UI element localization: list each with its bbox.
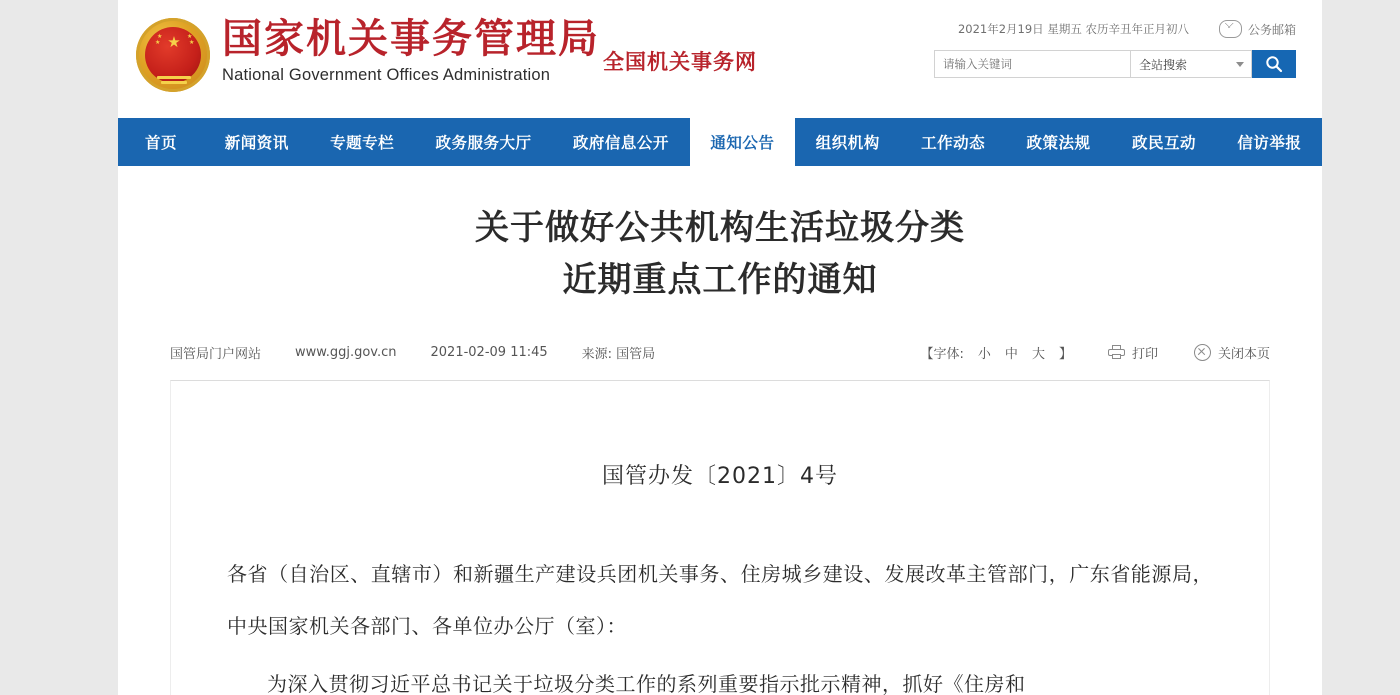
search-button[interactable] (1252, 50, 1296, 78)
nav-item-complaints[interactable]: 信访举报 (1237, 134, 1302, 152)
font-size-small[interactable]: 小 (977, 346, 991, 362)
meta-url: www.ggj.gov.cn (295, 344, 397, 360)
nav-item-gov-info-disclosure[interactable]: 政府信息公开 (572, 134, 669, 152)
page-content (118, 0, 1322, 695)
site-title-cn: 国家机关事务管理局 (222, 16, 600, 62)
print-label: 打印 (1131, 346, 1158, 362)
mailbox-link[interactable] (1219, 20, 1296, 38)
article-paragraph-2: 为深入贯彻习近平总书记关于垃圾分类工作的系列重要指示批示精神，抓好《住房和 (267, 672, 1026, 695)
print-button[interactable] (1108, 343, 1158, 362)
nav-item-news[interactable]: 新闻资讯 (224, 134, 289, 152)
nav-item-service-hall[interactable]: 政务服务大厅 (435, 134, 532, 152)
article-meta-bar (170, 340, 1270, 364)
article-body (170, 380, 1270, 695)
meta-source-site: 国管局门户网站 (170, 346, 262, 362)
current-date: 2021年2月19日 星期五 农历辛丑年正月初八 (957, 22, 1189, 36)
header-utilities (836, 18, 1296, 72)
site-subtitle: 全国机关事务网 (603, 50, 757, 74)
nav-item-special-topics[interactable]: 专题专栏 (330, 134, 395, 152)
search-scope-label: 全站搜索 (1139, 57, 1188, 72)
article-paragraph-1: 各省（自治区、直辖市）和新疆生产建设兵团机关事务、住房城乡建设、发展改革主管部门，广东省能源局，中央国家机关各部门、各单位办公厅（室）： (227, 562, 1213, 638)
close-page-label: 关闭本页 (1217, 346, 1270, 362)
site-title-en: National Government Offices Administration (222, 66, 551, 84)
nav-item-home[interactable]: 首页 (144, 134, 177, 152)
page-title (118, 202, 1322, 306)
close-page-button[interactable] (1194, 343, 1270, 362)
search-icon (1264, 54, 1284, 74)
font-size-label-end: 】 (1058, 346, 1072, 362)
search-input[interactable] (934, 50, 1130, 78)
font-size-controls (921, 343, 1072, 362)
search-scope-select[interactable] (1130, 50, 1252, 78)
national-emblem-icon: ★ ★ ★ ★ ★ (136, 18, 212, 94)
date-bar (836, 18, 1296, 40)
nav-item-organization[interactable]: 组织机构 (815, 134, 880, 152)
nav-item-public-interaction[interactable]: 政民互动 (1131, 134, 1196, 152)
font-size-large[interactable]: 大 (1031, 346, 1045, 362)
page-title-line2: 近期重点工作的通知 (562, 260, 878, 300)
site-header (118, 0, 1322, 118)
mail-icon (1219, 20, 1242, 38)
nav-item-work-updates[interactable]: 工作动态 (921, 134, 986, 152)
font-size-label: 【字体: (920, 346, 964, 362)
nav-item-announcements[interactable]: 通知公告 (690, 118, 795, 166)
main-nav (118, 118, 1322, 166)
site-brand[interactable] (222, 16, 600, 85)
document-number: 国管办发〔2021〕4号 (602, 464, 838, 489)
nav-item-policies[interactable]: 政策法规 (1026, 134, 1091, 152)
page-title-line1: 关于做好公共机构生活垃圾分类 (475, 208, 965, 248)
chevron-down-icon (1236, 62, 1244, 67)
page-gutter-left (0, 0, 118, 695)
page-gutter-right (1322, 0, 1400, 695)
print-icon (1108, 345, 1125, 359)
close-icon (1194, 344, 1211, 361)
meta-datetime: 2021-02-09 11:45 (430, 344, 548, 360)
font-size-medium[interactable]: 中 (1004, 346, 1018, 362)
mailbox-label: 公务邮箱 (1247, 22, 1296, 37)
meta-source: 来源: 国管局 (581, 346, 656, 362)
search-bar (934, 50, 1296, 80)
